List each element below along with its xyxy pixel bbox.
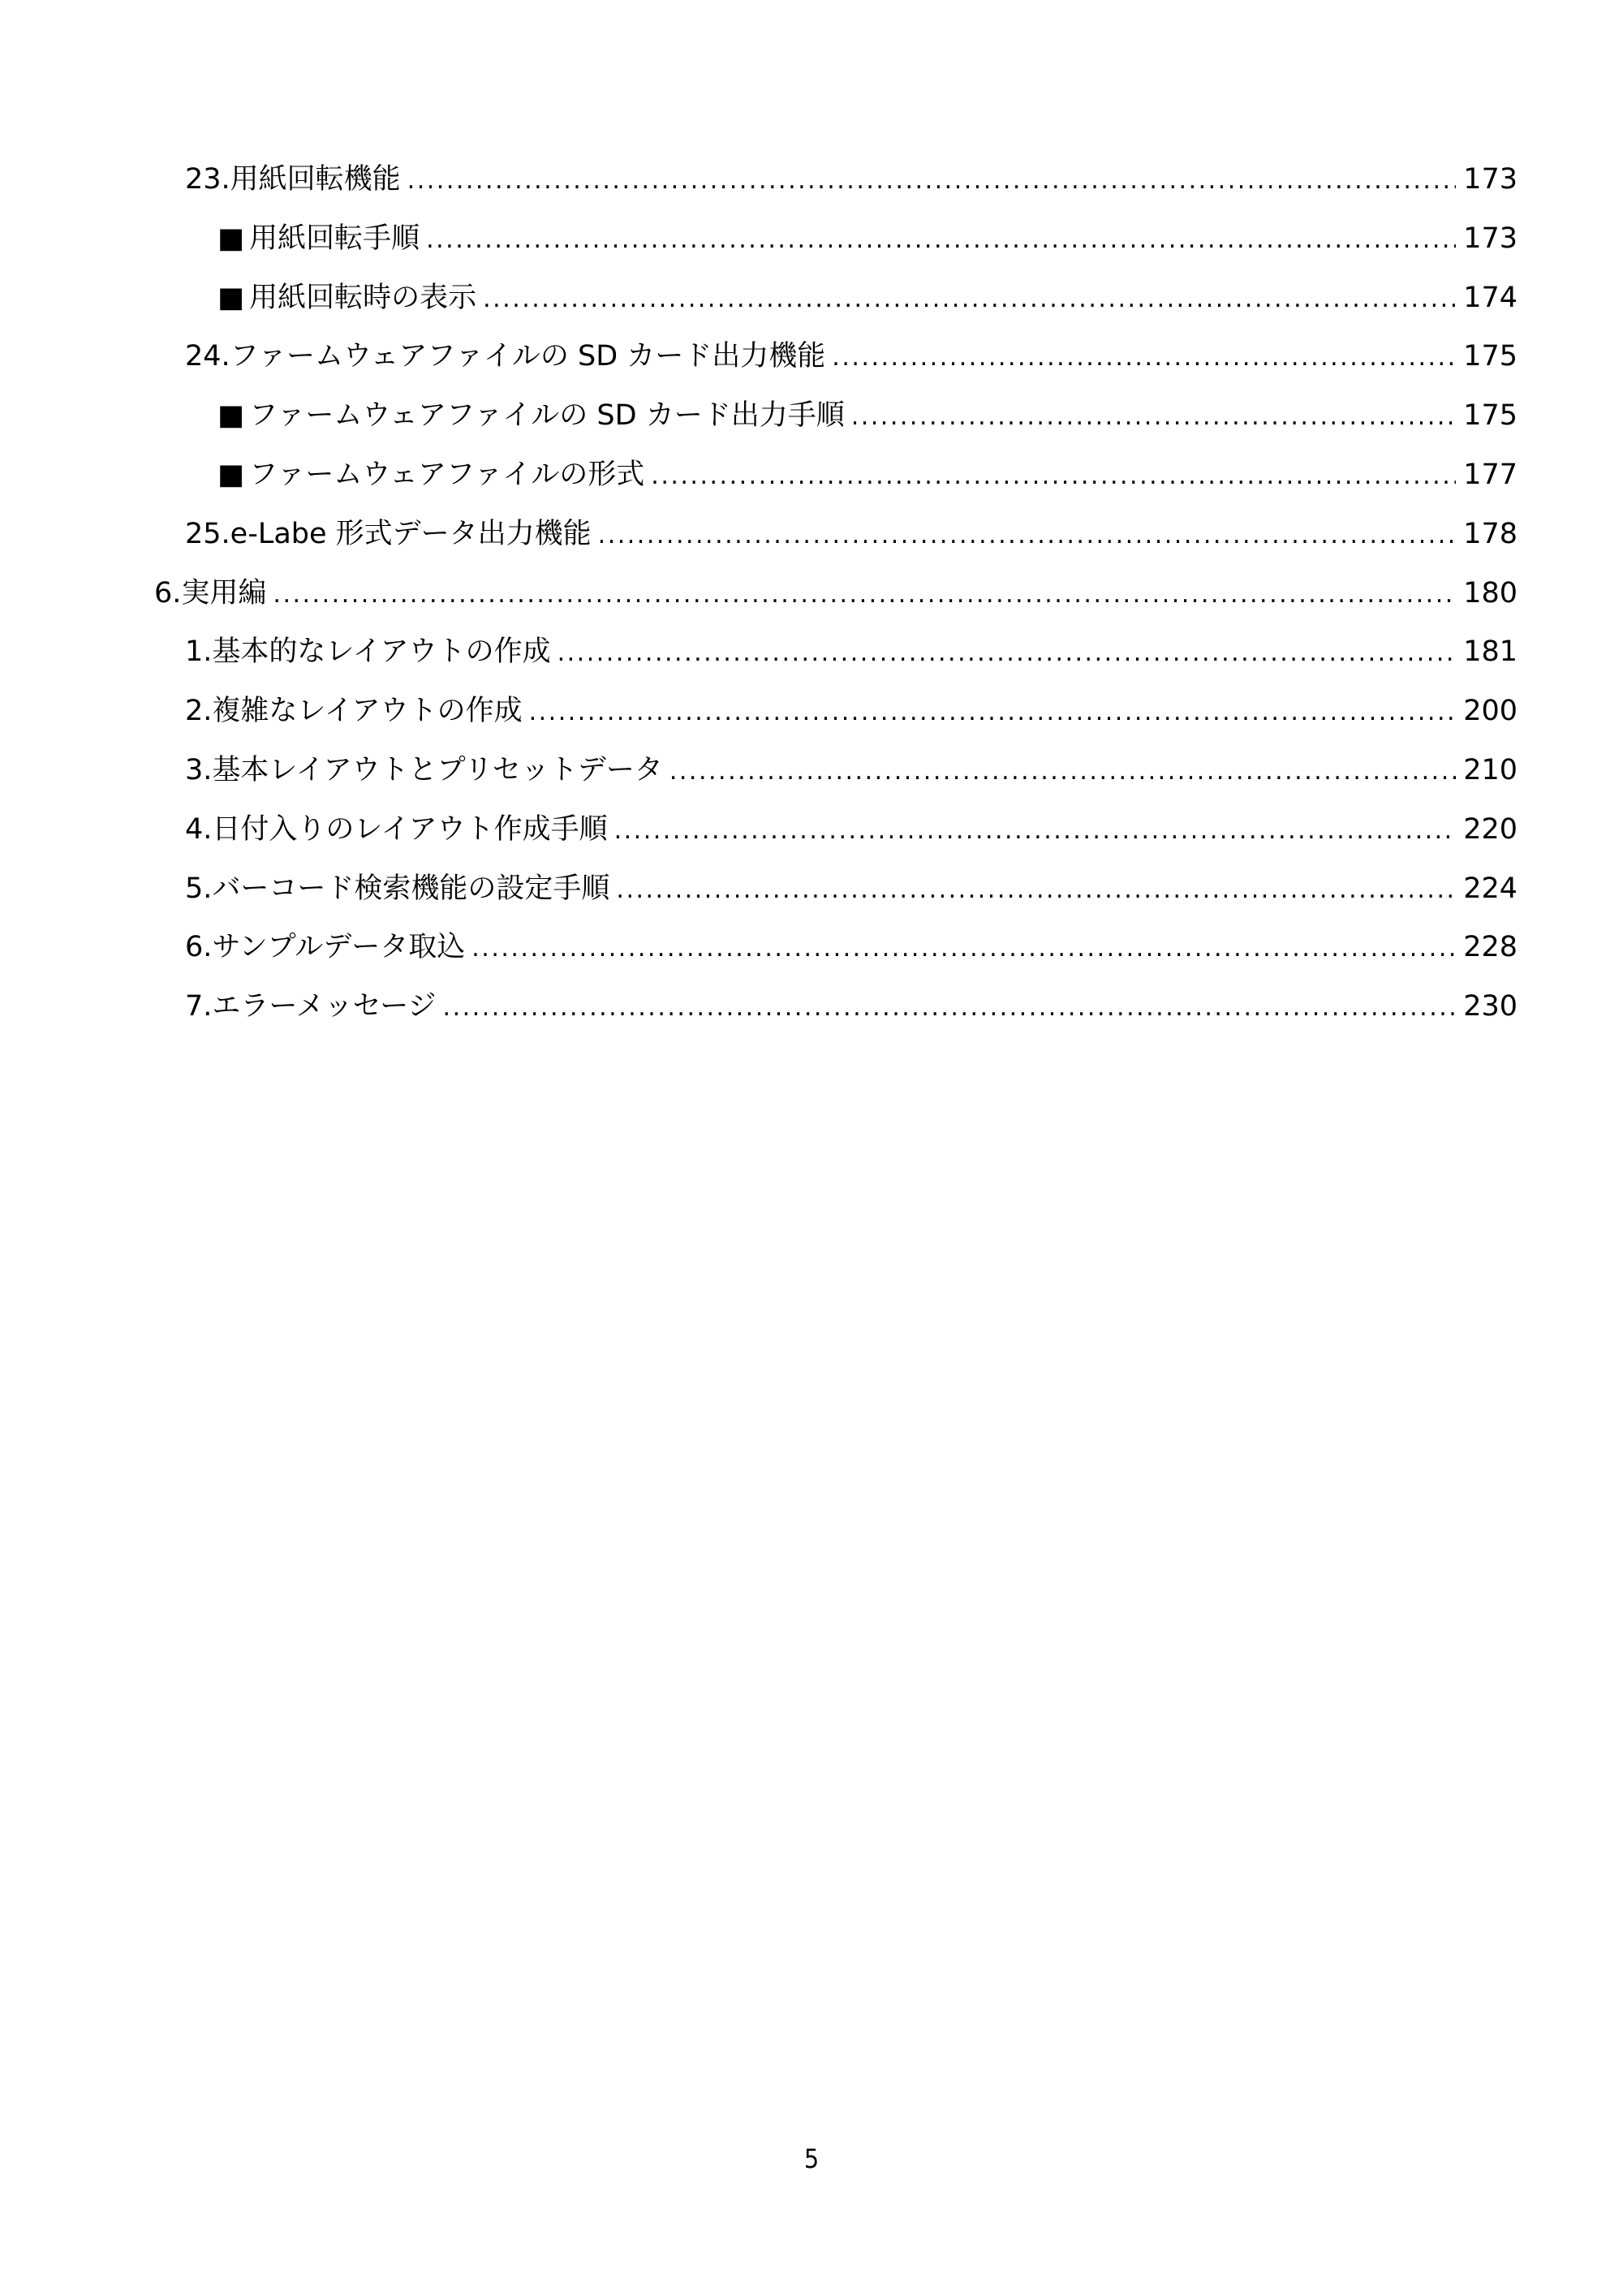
- toc-entry[interactable]: [154, 514, 1518, 573]
- toc-entry-page[interactable]: 175: [1463, 399, 1518, 433]
- toc-entry[interactable]: [154, 750, 1518, 809]
- toc-entry-title[interactable]: 2.複雑なレイアウトの作成: [185, 695, 523, 728]
- dot-leader: [614, 811, 1456, 851]
- toc-entry-title[interactable]: 1.基本的なレイアウトの作成: [185, 635, 551, 669]
- toc-entry[interactable]: [154, 691, 1518, 750]
- toc-entry[interactable]: [154, 159, 1518, 218]
- toc-entry-title[interactable]: ■ ファームウェアファイルの形式: [217, 454, 644, 495]
- dot-leader: [443, 988, 1456, 1028]
- toc-entry-page[interactable]: 174: [1463, 281, 1518, 314]
- dot-leader: [483, 279, 1456, 320]
- dot-leader: [426, 220, 1456, 261]
- toc-entry-page[interactable]: 224: [1463, 872, 1518, 905]
- toc-entry-page[interactable]: 173: [1463, 222, 1518, 255]
- toc-entry[interactable]: [154, 395, 1518, 454]
- toc-entry[interactable]: [154, 809, 1518, 868]
- toc-entry-title[interactable]: ■ ファームウェアファイルの SD カード出力手順: [217, 395, 845, 436]
- toc-entry-title[interactable]: 4.日付入りのレイアウト作成手順: [185, 812, 608, 846]
- toc-entry-page[interactable]: 228: [1463, 931, 1518, 964]
- toc-entry-page[interactable]: 181: [1463, 635, 1518, 669]
- dot-leader: [558, 633, 1456, 674]
- toc-entry-page[interactable]: 175: [1463, 340, 1518, 373]
- toc-entry[interactable]: [154, 631, 1518, 691]
- toc-entry-page[interactable]: 200: [1463, 695, 1518, 728]
- toc-entry[interactable]: [154, 927, 1518, 986]
- toc-entry-page[interactable]: 220: [1463, 812, 1518, 846]
- dot-leader: [529, 692, 1456, 733]
- dot-leader: [651, 456, 1456, 497]
- toc-entry-title[interactable]: 23.用紙回転機能: [185, 163, 401, 196]
- toc-entry-title[interactable]: ■ 用紙回転時の表示: [217, 278, 476, 318]
- toc-entry-title[interactable]: 25.e-Labe 形式データ出力機能: [185, 517, 592, 550]
- toc-entry-page[interactable]: 230: [1463, 990, 1518, 1023]
- toc-entry-title[interactable]: ■ 用紙回転手順: [217, 218, 420, 259]
- toc-entry-title[interactable]: 3.基本レイアウトとプリセットデータ: [185, 753, 663, 786]
- toc-entry[interactable]: [154, 454, 1518, 514]
- toc-entry[interactable]: [154, 278, 1518, 337]
- dot-leader: [616, 870, 1456, 911]
- toc-entry-page[interactable]: 177: [1463, 458, 1518, 491]
- toc-entry[interactable]: [154, 986, 1518, 1045]
- toc-entry[interactable]: [154, 336, 1518, 395]
- toc-entry-title[interactable]: 6.サンプルデータ取込: [185, 931, 466, 964]
- toc-entry-page[interactable]: 178: [1463, 517, 1518, 550]
- toc-entry[interactable]: [154, 218, 1518, 278]
- dot-leader: [273, 575, 1456, 615]
- toc-entry-title[interactable]: 6.実用編: [154, 576, 267, 610]
- toc-entry-title[interactable]: 24.ファームウェアファイルの SD カード出力機能: [185, 340, 826, 373]
- toc-entry[interactable]: [154, 573, 1518, 632]
- toc-entry-page[interactable]: 210: [1463, 753, 1518, 786]
- toc-entry-page[interactable]: 180: [1463, 576, 1518, 610]
- toc-entry[interactable]: [154, 868, 1518, 928]
- dot-leader: [832, 338, 1456, 378]
- table-of-contents: [154, 159, 1518, 1045]
- toc-entry-title[interactable]: 5.バーコード検索機能の設定手順: [185, 872, 610, 905]
- page-number: 5: [803, 2143, 820, 2174]
- toc-entry-title[interactable]: 7.エラーメッセージ: [185, 990, 437, 1023]
- dot-leader: [407, 161, 1456, 201]
- dot-leader: [598, 515, 1456, 556]
- toc-entry-page[interactable]: 173: [1463, 163, 1518, 196]
- dot-leader: [471, 928, 1456, 969]
- dot-leader: [669, 752, 1456, 792]
- dot-leader: [851, 397, 1456, 437]
